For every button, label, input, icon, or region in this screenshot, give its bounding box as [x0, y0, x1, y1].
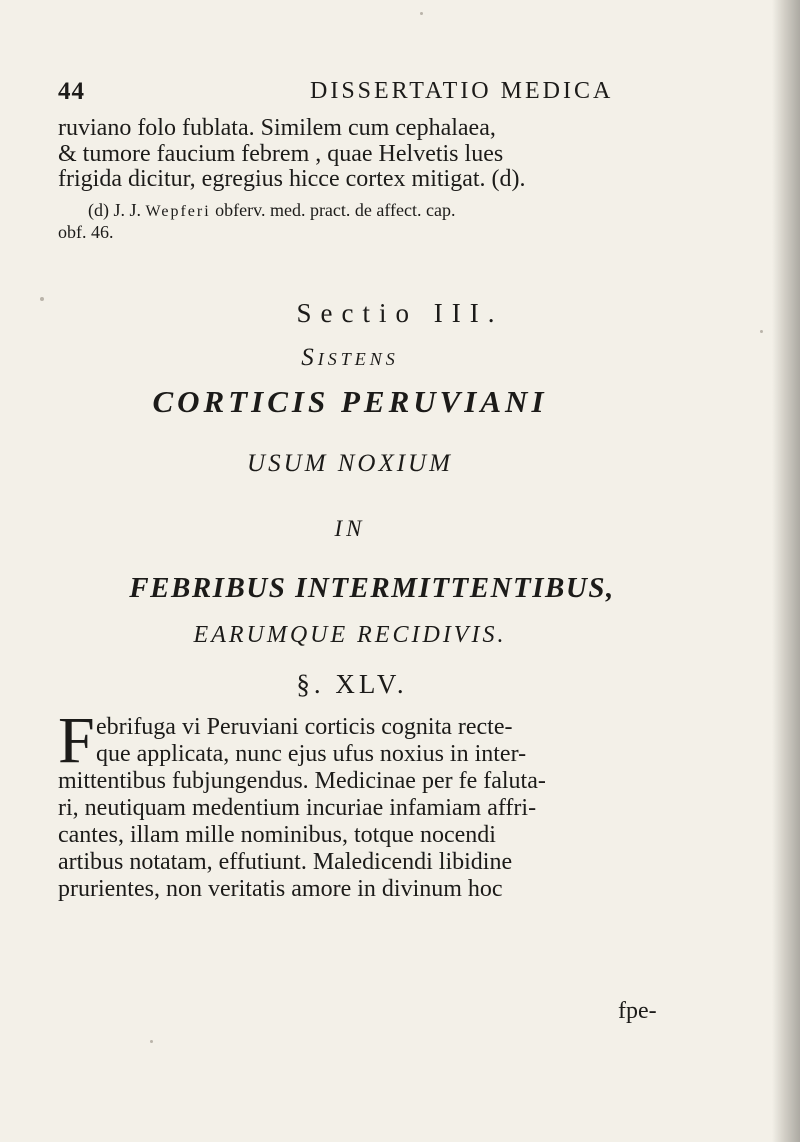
body-paragraph: [58, 704, 698, 903]
text-line: frigida dicitur, egregius hicce cortex mitigat. (d).: [58, 166, 526, 192]
paper-speck: [150, 1040, 153, 1043]
text-line: prurientes, non veritatis amore in divinum hoc: [58, 876, 503, 902]
text-line: que applicata, nunc ejus ufus noxius in inter-: [96, 741, 527, 767]
page-header: [58, 78, 658, 114]
footnote: [58, 200, 456, 242]
footnote-author-name: Wepferi: [145, 203, 211, 220]
page-number: 44: [58, 78, 85, 105]
footnote-line-1: [58, 200, 456, 222]
text-line: & tumore faucium febrem , quae Helvetis lues: [58, 140, 504, 167]
section-title-usum: USUM NOXIUM: [247, 450, 453, 477]
paper-speck: [420, 12, 423, 15]
page-edge-shadow: [772, 0, 800, 1142]
text-line: cantes, illam mille nominibus, totque nocendi: [58, 822, 496, 848]
paper-speck: [760, 330, 763, 333]
intro-paragraph: [58, 116, 526, 193]
section-heading: Sectio III.: [296, 298, 504, 328]
text-line: artibus notatam, effutiunt. Maledicendi libidine: [58, 849, 513, 875]
text-line: ruviano folo fublata. Similem cum cephalaea,: [58, 115, 496, 141]
section-title-earumque: EARUMQUE RECIDIVIS.: [193, 622, 507, 648]
catchword: fpe-: [618, 998, 657, 1024]
drop-cap: F: [58, 704, 95, 777]
section-title-febribus: FEBRIBUS INTERMITTENTIBUS,: [129, 572, 615, 604]
paper-speck: [40, 297, 44, 301]
text-line: ri, neutiquam medentium incuriae infamiam affri-: [58, 795, 537, 821]
footnote-author-initials: J. J.: [113, 200, 142, 220]
text-line: mittentibus fubjungendus. Medicinae per fe faluta-: [58, 768, 546, 794]
section-subtitle-sistens: Sistens: [301, 344, 399, 371]
running-title: DISSERTATIO MEDICA: [310, 78, 614, 104]
section-title-in: IN: [334, 516, 366, 541]
footnote-line-2: obf. 46.: [58, 222, 114, 242]
paragraph-number: §. XLV.: [296, 669, 408, 699]
footnote-citation: obferv. med. pract. de affect. cap.: [215, 200, 456, 220]
section-title-corticis: CORTICIS PERUVIANI: [152, 384, 548, 419]
text-line: ebrifuga vi Peruviani corticis cognita recte-: [96, 714, 513, 740]
footnote-marker: (d): [88, 200, 109, 220]
